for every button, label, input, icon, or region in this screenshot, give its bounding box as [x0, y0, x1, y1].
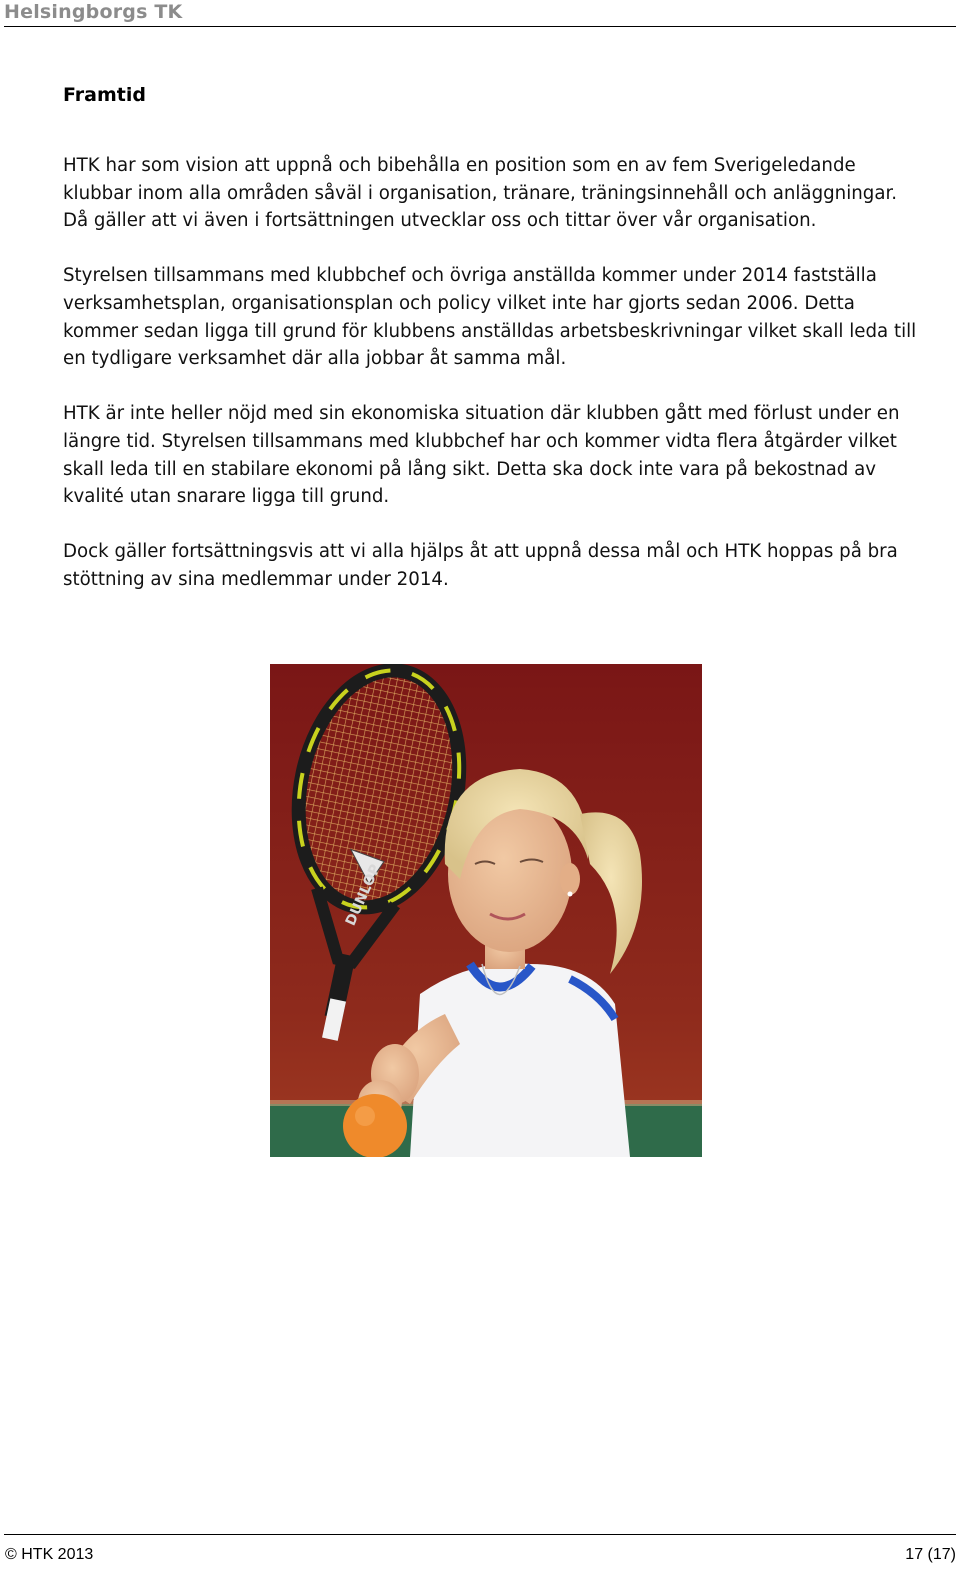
- tennis-player-photo: [270, 664, 702, 1157]
- footer-copyright: © HTK 2013: [5, 1546, 94, 1563]
- paragraph-economy: HTK är inte heller nöjd med sin ekonomiska situation där klubben gått med förlust under en längre tid. Styrelsen tillsammans med klubbchef har och kommer vidta flera åtgärder vilket skall leda till en stabilare ekonomi på lång sikt. Detta ska dock inte vara på bekostnad av kvalité utan snarare ligga till grund.: [63, 403, 900, 508]
- main-content: [63, 84, 923, 621]
- header-title: Helsingborgs TK: [4, 1, 183, 23]
- footer-page-number: 17 (17): [905, 1546, 956, 1563]
- paragraph-vision: HTK har som vision att uppnå och bibehålla en position som en av fem Sverigeledande klubbar inom alla områden såväl i organisation, tränare, träningsinnehåll och anläggningar. Då gäller att vi även i fortsättningen utvecklar oss och tittar över vår organisation.: [63, 155, 898, 232]
- paragraph-plan: Styrelsen tillsammans med klubbchef och övriga anställda kommer under 2014 fastställa verksamhetsplan, organisationsplan och policy vilket inte har gjorts sedan 2006. Detta kommer sedan ligga till grund för klubbens anställdas arbetsbeskrivningar vilket skall leda till en tydligare verksamhet där alla jobbar åt samma mål.: [63, 265, 917, 370]
- footer-divider: [4, 1534, 956, 1535]
- racket-brand-label: DUNLOP: [342, 862, 384, 929]
- page-header: [0, 0, 960, 28]
- section-heading: Framtid: [63, 84, 146, 106]
- header-divider: [4, 26, 956, 27]
- paragraph-closing: Dock gäller fortsättningsvis att vi alla hjälps åt att uppnå dessa mål och HTK hoppas på bra stöttning av sina medlemmar under 2014.: [63, 541, 898, 590]
